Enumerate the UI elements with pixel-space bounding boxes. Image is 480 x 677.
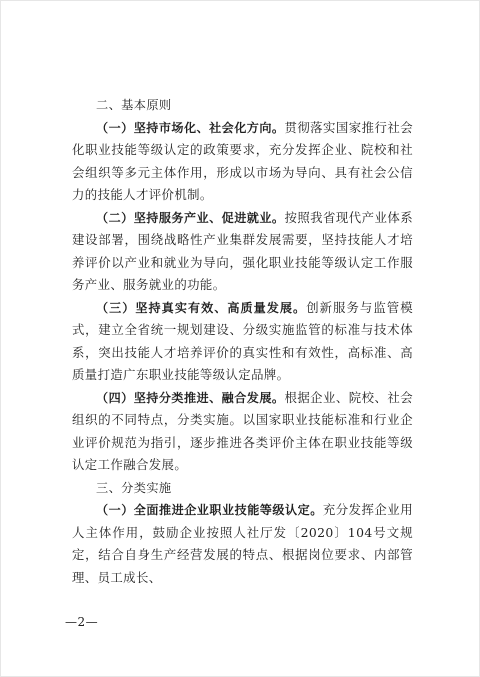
section-heading-basic-principles: 二、基本原则 [96,98,172,112]
principle-lead-1: （一）坚持市场化、社会化方向。 [96,120,285,135]
principle-lead-3: （三）坚持真实有效、高质量发展。 [96,300,307,315]
principle-paragraph-2 [72,207,413,297]
implementation-text-1: 充分发挥企业用人主体作用，鼓励企业按照人社厅发〔2020〕104号文规定，结合自身生产经营发展的特点、根据岗位要求、内部管理、员工成长、 [72,502,413,585]
principle-paragraph-3 [72,297,413,387]
principle-text-3: 创新服务与监管模式，建立全省统一规划建设、分级实施监管的标准与技术体系，突出技能人才培养评价的真实性和有效性，高标准、高质量打造广东职业技能等级认定品牌。 [72,299,414,382]
section-heading-classified-implementation: 三、分类实施 [96,480,172,495]
principle-paragraph-4 [72,387,413,477]
principle-paragraph-1 [72,117,413,207]
principle-lead-4: （四）坚持分类推进、融合发展。 [96,390,285,405]
implementation-lead-1: （一）全面推进企业职业技能等级认定。 [96,503,323,517]
principle-text-1: 贯彻落实国家推行社会化职业技能等级认定的政策要求，充分发挥企业、院校和社会组织等多元主体作用，形成以市场为导向、具有社会公信力的技能人才评价机制。 [72,119,413,202]
implementation-paragraph-1 [72,499,413,589]
principle-lead-2: （二）坚持服务产业、促进就业。 [96,210,285,225]
document-body [72,94,413,589]
principle-text-2: 按照我省现代产业体系建设部署，围绕战略性产业集群发展需要，坚持技能人才培养评价以产业和就业为导向，强化职业技能等级认定工作服务产业、服务就业的功能。 [72,209,413,292]
principle-text-4: 根据企业、院校、社会组织的不同特点，分类实施。以国家职业技能标准和行业企业评价规范为指引，逐步推进各类评价主体在职业技能等级认定工作融合发展。 [72,389,413,472]
page-number: —2— [65,615,99,629]
